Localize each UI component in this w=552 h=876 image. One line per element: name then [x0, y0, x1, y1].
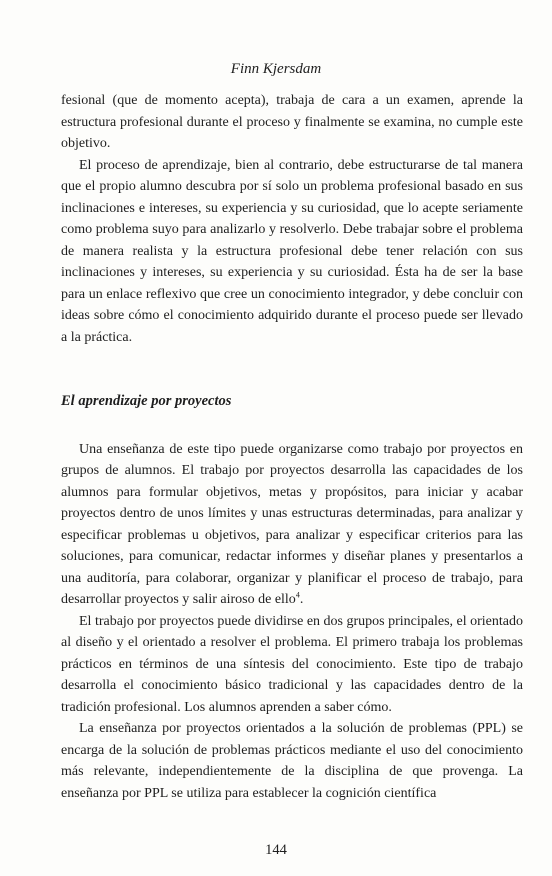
footnote-reference[interactable]: 4: [295, 590, 300, 600]
paragraph-text: Una enseñanza de este tipo puede organizarse como trabajo por proyectos en grupos de alumnos. El trabajo por proyectos desarrolla las capacidades de los alumnos para formular objetivos, metas y propósitos, para iniciar y acabar proyectos dentro de unos límites y unas estructuras determinadas, para analizar y especificar problemas u objetivos, para analizar y especificar criterios para las soluciones, para comunicar, redactar informes y diseñar planes y presentarlos a una auditoría, para colaborar, organizar y planificar el proceso de trabajo, para desarrollar proyectos y salir airoso de ello: [61, 441, 523, 607]
paragraph: El proceso de aprendizaje, bien al contrario, debe estructurarse de tal manera que el propio alumno descubra por sí solo un problema profesional basado en sus inclinaciones e intereses, su experiencia y su curiosidad, que lo acepte seriamente como problema suyo para analizarlo y resolverlo. Debe trabajar sobre el problema de manera realista y la estructura profesional debe tener relación con sus inclinaciones y intereses, su experiencia y su curiosidad. Ésta ha de ser la base para un enlace reflexivo que cree un conocimiento integrador, y debe concluir con ideas sobre cómo el conocimiento adquirido durante el proceso puede ser llevado a la práctica.: [61, 157, 523, 345]
page-body: [61, 90, 523, 804]
paragraph: [61, 439, 523, 611]
paragraph-text-end: .: [299, 592, 304, 607]
paragraph: El trabajo por proyectos puede dividirse en dos grupos principales, el orientado al diseño y el orientado a resolver el problema. El primero trabaja los problemas prácticos en términos de una síntesis del conocimiento. Este tipo de trabajo desarrolla el conocimiento básico tradicional y las capacidades dentro de la tradición profesional. Los alumnos aprenden a saber cómo.: [61, 613, 523, 715]
running-head: Finn Kjersdam: [230, 61, 322, 77]
page-number: 144: [265, 842, 287, 858]
paragraph-continued: fesional (que de momento acepta), trabaja de cara a un examen, aprende la estructura profesional durante el proceso y finalmente se examina, no cumple este objetivo.: [61, 93, 523, 151]
section-heading: El aprendizaje por proyectos: [61, 393, 232, 409]
paragraph: La enseñanza por proyectos orientados a la solución de problemas (PPL) se encarga de la solución de problemas prácticos mediante el uso del conocimiento más relevante, independientemente de la disciplina de que provenga. La enseñanza por PPL se utiliza para establecer la cognición científica: [61, 721, 523, 801]
